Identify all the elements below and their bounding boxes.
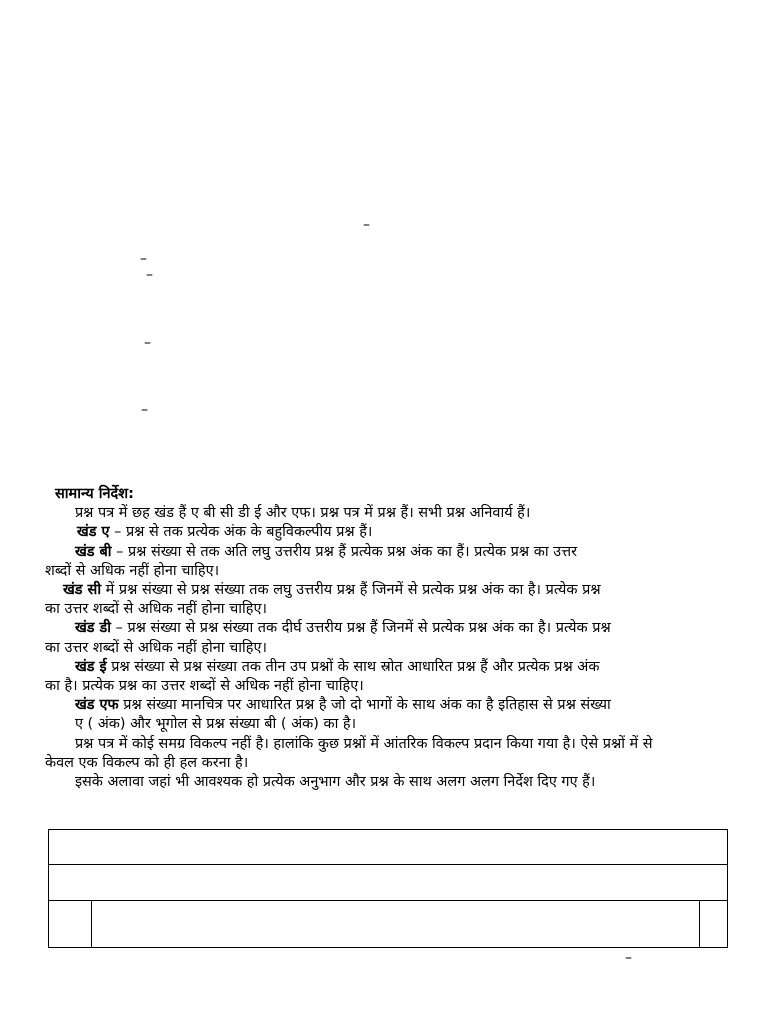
- instruction-line: [45, 562, 728, 581]
- section-label: खंड ई: [74, 658, 107, 675]
- table-row: [49, 830, 727, 865]
- general-instructions: [45, 485, 730, 792]
- instruction-text: केवल एक विकल्प को ही हल करना है।: [45, 754, 249, 771]
- instruction-line: [45, 677, 728, 696]
- dash-mark: –: [363, 217, 370, 233]
- instruction-line: [45, 600, 728, 619]
- instruction-line: [55, 735, 728, 754]
- instruction-text: का उत्तर शब्दों से अधिक नहीं होना चाहिए।: [45, 639, 267, 656]
- dash-mark: –: [146, 267, 153, 283]
- instruction-text: – प्रश्न से तक प्रत्येक अंक के बहुविकल्पीय प्रश्न हैं।: [109, 524, 373, 541]
- dash-mark: –: [144, 335, 151, 351]
- instruction-line: [55, 619, 728, 638]
- dash-mark: –: [625, 950, 632, 966]
- instructions-heading: सामान्य निर्देश:: [55, 486, 134, 502]
- instruction-text: – प्रश्न संख्या से तक अति लघु उत्तरीय प्रश्न हैं प्रत्येक प्रश्न अंक का हैं। प्रत्येक प्रश्न का उत्तर: [111, 543, 577, 560]
- instruction-line: [55, 773, 728, 792]
- dash-mark: –: [140, 251, 147, 267]
- table-cell: [49, 901, 92, 947]
- section-label: खंड सी: [62, 582, 102, 599]
- instruction-text: में प्रश्न संख्या से प्रश्न संख्या तक लघु उत्तरीय प्रश्न हैं जिनमें से प्रत्येक प्रश्न अंक का है। प्रत्येक प्रश्न: [101, 582, 601, 599]
- section-label: खंड डी: [74, 620, 112, 637]
- dash-mark: –: [141, 402, 148, 418]
- instruction-text: का उत्तर शब्दों से अधिक नहीं होना चाहिए।: [45, 601, 267, 618]
- instruction-text: प्रश्न संख्या मानचित्र पर आधारित प्रश्न है जो दो भागों के साथ अंक का है इतिहास से प्रश्न संख्या: [118, 697, 611, 714]
- section-label: खंड बी: [74, 543, 112, 560]
- instruction-line: [55, 504, 728, 523]
- instruction-line: [55, 715, 728, 734]
- table-row: [49, 865, 727, 901]
- instruction-line: [45, 754, 728, 773]
- instruction-line: [55, 543, 728, 562]
- instruction-text: प्रश्न पत्र में छह खंड हैं ए बी सी डी ई और एफ। प्रश्न पत्र में प्रश्न हैं। सभी प्रश्न अनिवार्य हैं।: [74, 505, 531, 522]
- instruction-text: – प्रश्न संख्या से प्रश्न संख्या तक दीर्घ उत्तरीय प्रश्न हैं जिनमें से प्रत्येक प्रश्न अंक का है। प्रत्येक प्रश्न: [111, 620, 611, 637]
- empty-table: [48, 829, 728, 948]
- instruction-text: का है। प्रत्येक प्रश्न का उत्तर शब्दों से अधिक नहीं होना चाहिए।: [45, 678, 364, 695]
- instruction-text: प्रश्न पत्र में कोई समग्र विकल्प नहीं है। हालांकि कुछ प्रश्नों में आंतरिक विकल्प प्रदान किया गया है। ऐसे प्रश्नों में से: [74, 735, 653, 752]
- section-label: खंड एफ: [74, 697, 119, 714]
- instruction-line: [45, 581, 728, 600]
- section-label: खंड ए: [76, 524, 110, 541]
- table-cell: [92, 901, 700, 947]
- instruction-text: इसके अलावा जहां भी आवश्यक हो प्रत्येक अनुभाग और प्रश्न के साथ अलग अलग निर्देश दिए गए हैं।: [74, 774, 596, 791]
- instruction-line: [55, 523, 728, 542]
- instruction-text: प्रश्न संख्या से प्रश्न संख्या तक तीन उप प्रश्नों के साथ स्रोत आधारित प्रश्न हैं और प्रत्येक प्रश्न अंक: [106, 658, 600, 675]
- instruction-line: [55, 658, 728, 677]
- instruction-line: [55, 696, 728, 715]
- instruction-text: शब्दों से अधिक नहीं होना चाहिए।: [45, 562, 220, 579]
- table-row: [49, 901, 727, 947]
- table-cell: [700, 901, 727, 947]
- instruction-line: [45, 639, 728, 658]
- instruction-text: ए ( अंक) और भूगोल से प्रश्न संख्या बी ( अंक) का है।: [74, 716, 357, 733]
